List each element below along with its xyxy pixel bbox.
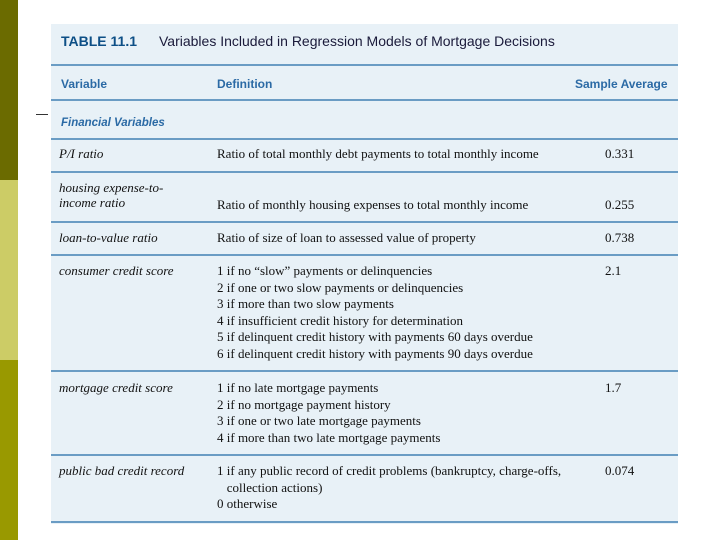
- rule-header: [51, 99, 678, 101]
- header-variable: Variable: [61, 77, 108, 91]
- sample-average: 0.738: [605, 230, 635, 245]
- table-number: TABLE 11.1: [61, 33, 137, 49]
- row-divider: [51, 171, 678, 173]
- definition-line: 6 if delinquent credit history with payments 90 days overdue: [217, 345, 533, 361]
- variable-name-line2: income ratio: [59, 195, 126, 210]
- rule-top: [51, 64, 678, 66]
- slide-dash: [36, 114, 48, 115]
- definition-line: 5 if delinquent credit history with payments 60 days overdue: [217, 329, 533, 344]
- sample-average: 1.7: [605, 380, 622, 395]
- row-divider: [51, 370, 678, 372]
- header-definition: Definition: [217, 77, 273, 91]
- definition-text: Ratio of size of loan to assessed value of property: [217, 230, 476, 245]
- variable-name: loan-to-value ratio: [59, 230, 158, 245]
- rule-section: [51, 138, 678, 140]
- row-divider: [51, 454, 678, 456]
- header-sample-average: Sample Average: [575, 77, 668, 91]
- sample-average: 0.255: [605, 197, 635, 212]
- definition-line: 3 if one or two late mortgage payments: [217, 413, 421, 428]
- definition-line: 3 if more than two slow payments: [217, 296, 394, 311]
- definition-line: 1 if any public record of credit problems (bankruptcy, charge-offs,: [217, 463, 562, 478]
- definition-text: Ratio of total monthly debt payments to total monthly income: [217, 146, 539, 161]
- definition-line: 2 if no mortgage payment history: [217, 396, 391, 412]
- table-title: Variables Included in Regression Models of Mortgage Decisions: [159, 33, 555, 49]
- definition-line: 1 if no “slow” payments or delinquencies: [217, 263, 433, 278]
- row-divider: [51, 254, 678, 256]
- definition-line: 4 if more than two late mortgage payments: [217, 429, 441, 445]
- definition-line: 1 if no late mortgage payments: [217, 380, 379, 395]
- definition-text: Ratio of monthly housing expenses to total monthly income: [217, 197, 529, 212]
- sample-average: 0.331: [605, 146, 635, 161]
- definition-line: collection actions): [217, 479, 323, 495]
- variable-name: consumer credit score: [59, 263, 174, 278]
- section-financial-variables: Financial Variables: [61, 117, 165, 129]
- variable-name: housing expense-to-: [59, 180, 164, 195]
- variable-name: public bad credit record: [59, 463, 185, 478]
- sample-average: 0.074: [605, 463, 635, 478]
- variable-name: P/I ratio: [59, 146, 104, 161]
- sample-average: 2.1: [605, 263, 622, 278]
- regression-variables-table: [51, 24, 678, 524]
- sidebar-band-olive: [0, 360, 18, 540]
- variable-name: mortgage credit score: [59, 380, 173, 395]
- definition-line: 2 if one or two slow payments or delinquencies: [217, 279, 464, 295]
- table-caption: [61, 33, 555, 49]
- sidebar-band-dark: [0, 0, 18, 180]
- definition-line: 4 if insufficient credit history for determination: [217, 312, 463, 328]
- definition-line: 0 otherwise: [217, 496, 278, 511]
- row-divider: [51, 521, 678, 523]
- row-divider: [51, 221, 678, 223]
- sidebar-band-light: [0, 180, 18, 360]
